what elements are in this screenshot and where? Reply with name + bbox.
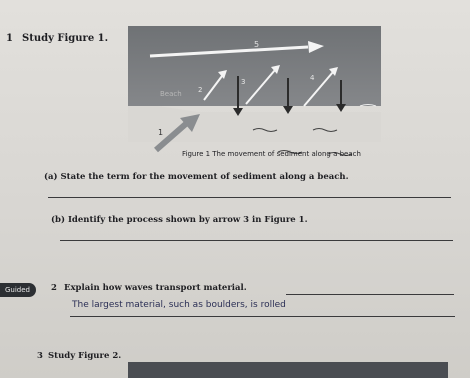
arrow-backwash-right-head [336, 104, 346, 112]
question-3-title: Study Figure 2. [48, 351, 122, 361]
arrow-3-label: 3 [241, 78, 246, 86]
question-2-answer-start: The largest material, such as boulders, is rolled [72, 300, 286, 310]
answer-line-1b[interactable] [60, 240, 453, 241]
guided-badge: Guided [0, 283, 36, 297]
arrow-1-label: 1 [158, 128, 164, 137]
arrow-2-label: 2 [198, 86, 203, 94]
arrow-4-label: 4 [310, 74, 315, 82]
question-1-title: Study Figure 1. [22, 33, 109, 44]
beach-label: Beach [160, 90, 182, 98]
arrow-5-label: 5 [254, 40, 260, 49]
question-1-number: 1 [6, 33, 13, 44]
question-3-number: 3 [37, 351, 43, 361]
question-2-number: 2 [51, 283, 57, 293]
figure-1-caption: Figure 1 The movement of sediment along a beach [182, 150, 361, 158]
question-1b-text: (b) Identify the process shown by arrow 3 in Figure 1. [51, 215, 308, 225]
shore-area [128, 106, 381, 142]
answer-line-1a[interactable] [48, 197, 451, 198]
figure-2-top-edge [128, 362, 448, 378]
answer-line-2[interactable] [70, 316, 455, 317]
answer-line-2-top[interactable] [286, 294, 454, 295]
question-2-prompt: Explain how waves transport material. [64, 283, 247, 293]
question-1a-text: (a) State the term for the movement of sediment along a beach. [44, 172, 349, 182]
